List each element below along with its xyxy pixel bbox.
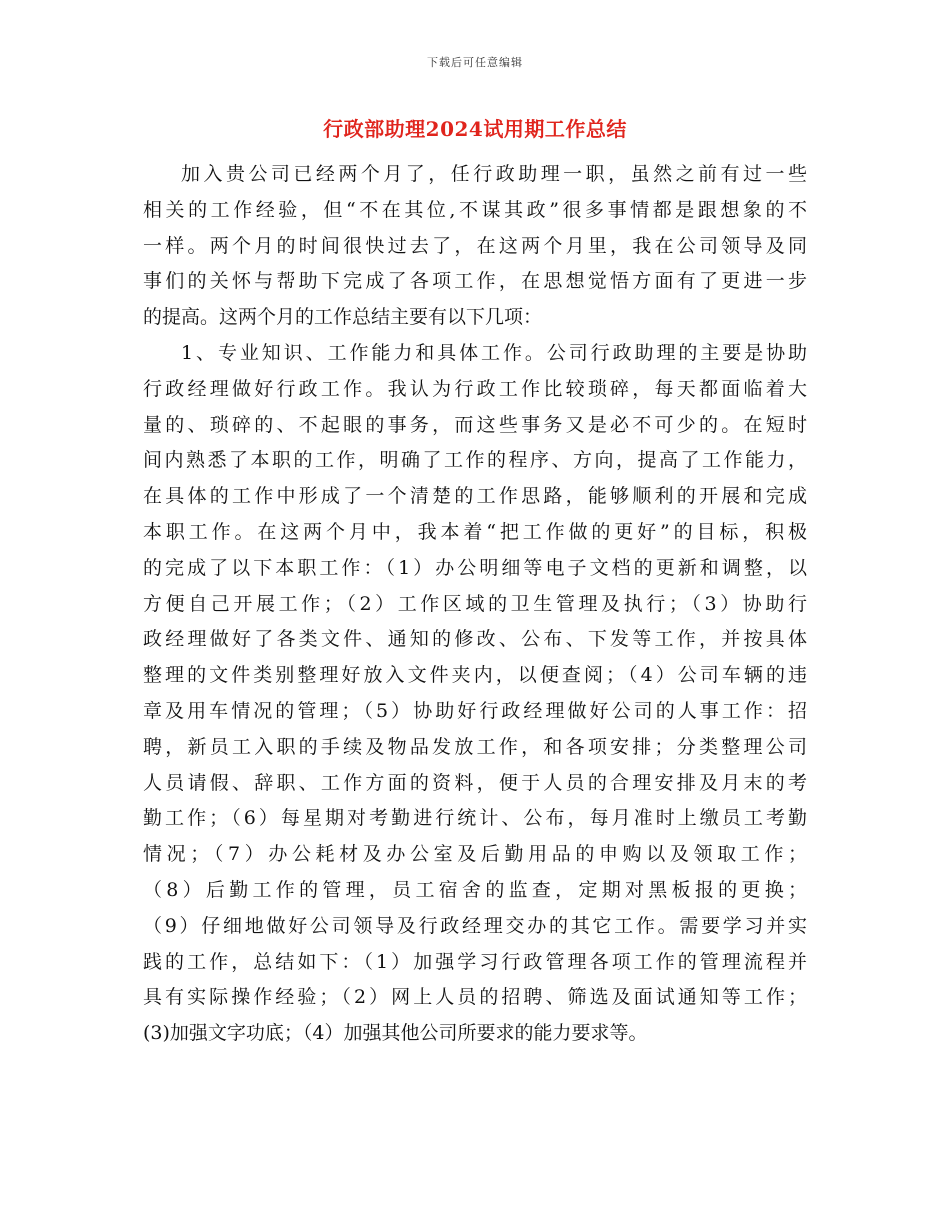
paragraph-line: 践的工作，总结如下：（1）加强学习行政管理各项工作的管理流程并 <box>143 950 807 973</box>
paragraph-line: 1、专业知识、工作能力和具体工作。公司行政助理的主要是协助 <box>181 341 807 364</box>
paragraph-line: 一样。两个月的时间很快过去了，在这两个月里，我在公司领导及同 <box>143 234 807 257</box>
paragraph-line: 间内熟悉了本职的工作，明确了工作的程序、方向，提高了工作能力， <box>143 449 807 472</box>
paragraph-line: 加入贵公司已经两个月了，任行政助理一职，虽然之前有过一些 <box>181 163 807 185</box>
paragraph-line: （8）后勤工作的管理，员工宿舍的监查，定期对黑板报的更换； <box>143 878 807 901</box>
paragraph-line: 整理的文件类别整理好放入文件夹内，以便查阅；（4）公司车辆的违 <box>143 664 807 687</box>
document-title: 行政部助理2024试用期工作总结 <box>323 117 627 141</box>
paragraph-line: 的提高。这两个月的工作总结主要有以下几项： <box>143 306 543 329</box>
paragraph-line: 行政经理做好行政工作。我认为行政工作比较琐碎，每天都面临着大 <box>143 377 807 400</box>
paragraph-line: 具有实际操作经验；（2）网上人员的招聘、筛选及面试通知等工作； <box>143 986 807 1009</box>
paragraph-line: 事们的关怀与帮助下完成了各项工作，在思想觉悟方面有了更进一步 <box>143 270 807 293</box>
header-note: 下载后可任意编辑 <box>427 56 523 69</box>
paragraph-line: 勤工作；（6）每星期对考勤进行统计、公布，每月准时上缴员工考勤 <box>143 807 807 830</box>
document-body <box>143 157 807 1052</box>
paragraph-line: 的完成了以下本职工作：（1）办公明细等电子文档的更新和调整，以 <box>143 556 807 579</box>
paragraph-line: 在具体的工作中形成了一个清楚的工作思路，能够顺利的开展和完成 <box>143 485 807 508</box>
paragraph-line: 章及用车情况的管理；（5）协助好行政经理做好公司的人事工作：招 <box>143 699 807 722</box>
paragraph-line: 人员请假、辞职、工作方面的资料，便于人员的合理安排及月末的考 <box>143 771 807 794</box>
paragraph-line: 量的、琐碎的、不起眼的事务，而这些事务又是必不可少的。在短时 <box>143 413 807 436</box>
paragraph-line: （9）仔细地做好公司领导及行政经理交办的其它工作。需要学习并实 <box>143 914 807 937</box>
paragraph-line: 情况；（7）办公耗材及办公室及后勤用品的申购以及领取工作； <box>143 843 807 866</box>
paragraph-line: 聘，新员工入职的手续及物品发放工作，和各项安排；分类整理公司 <box>143 735 807 758</box>
paragraph-line: 政经理做好了各类文件、通知的修改、公布、下发等工作，并按具体 <box>143 628 807 651</box>
paragraph-line: (3)加强文字功底；（4）加强其他公司所要求的能力要求等。 <box>143 1022 648 1045</box>
paragraph-line: 本职工作。在这两个月中，我本着“把工作做的更好”的目标，积极 <box>143 520 807 543</box>
paragraph-line: 相关的工作经验，但“不在其位,不谋其政”很多事情都是跟想象的不 <box>143 198 807 221</box>
paragraph-line: 方便自己开展工作；（2）工作区域的卫生管理及执行；（3）协助行 <box>143 592 807 615</box>
